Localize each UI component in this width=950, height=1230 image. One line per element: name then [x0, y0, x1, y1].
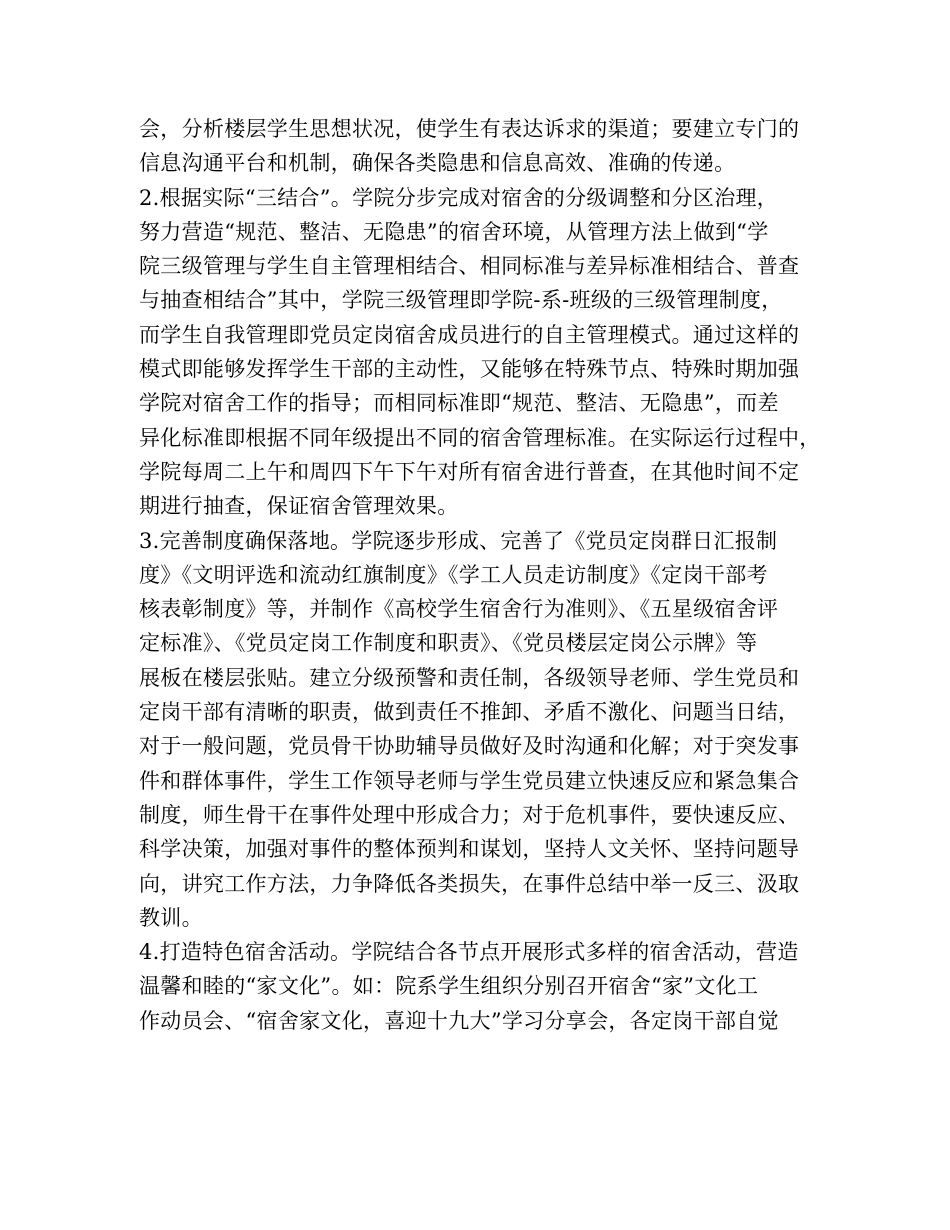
- text-line: 定标准》、《党员定岗工作制度和职责》、《党员楼层定岗公示牌》等: [139, 631, 758, 656]
- text-line: 科学决策，加强对事件的整体预判和谋划，坚持人文关怀、坚持问题导: [139, 837, 800, 862]
- text-line: 努力营造“规范、整洁、无隐患”的宿舍环境，从管理方法上做到“学: [139, 219, 769, 244]
- text-line: 4.打造特色宿舍活动。学院结合各节点开展形式多样的宿舍活动，营造: [139, 940, 799, 965]
- text-line: 3.完善制度确保落地。学院逐步形成、完善了《党员定岗群日汇报制: [139, 528, 778, 553]
- text-line: 学院对宿舍工作的指导；而相同标准即“规范、整洁、无隐患”，而差: [139, 391, 779, 416]
- text-line: 学院每周二上午和周四下午下午对所有宿舍进行普查，在其他时间不定: [139, 459, 800, 484]
- text-line: 教训。: [139, 905, 203, 930]
- text-line: 信息沟通平台和机制，确保各类隐患和信息高效、准确的传递。: [139, 151, 736, 176]
- text-line: 与抽查相结合”其中，学院三级管理即学院-系-班级的三级管理制度，: [139, 288, 783, 313]
- text-line: 向，讲究工作方法，力争降低各类损失，在事件总结中举一反三、汲取: [139, 871, 800, 896]
- text-line: 作动员会、“宿舍家文化，喜迎十九大”学习分享会，各定岗干部自觉: [139, 1008, 779, 1033]
- text-line: 温馨和睦的“家文化”。如：院系学生组织分别召开宿舍“家”文化工: [139, 974, 759, 999]
- text-line: 期进行抽查，保证宿舍管理效果。: [139, 494, 459, 519]
- text-line: 异化标准即根据不同年级提出不同的宿舍管理标准。在实际运行过程中，: [139, 425, 821, 450]
- text-line: 2.根据实际“三结合”。学院分步完成对宿舍的分级调整和分区治理，: [139, 185, 779, 210]
- text-line: 展板在楼层张贴。建立分级预警和责任制，各级领导老师、学生党员和: [139, 665, 800, 690]
- body-text: [139, 112, 829, 1038]
- text-line: 度》《文明评选和流动红旗制度》《学工人员走访制度》《定岗干部考: [139, 562, 768, 587]
- text-line: 院三级管理与学生自主管理相结合、相同标准与差异标准相结合、普查: [139, 254, 800, 279]
- text-line: 制度，师生骨干在事件处理中形成合力；对于危机事件，要快速反应、: [139, 802, 800, 827]
- text-line: 会，分析楼层学生思想状况，使学生有表达诉求的渠道；要建立专门的: [139, 117, 800, 141]
- text-line: 对于一般问题，党员骨干协助辅导员做好及时沟通和化解；对于突发事: [139, 734, 800, 759]
- text-line: 核表彰制度》等，并制作《高校学生宿舍行为准则》、《五星级宿舍评: [139, 597, 779, 622]
- text-line: 而学生自我管理即党员定岗宿舍成员进行的自主管理模式。通过这样的: [139, 322, 800, 347]
- text-line: 定岗干部有清晰的职责，做到责任不推卸、矛盾不激化、问题当日结，: [139, 700, 800, 725]
- text-line: 件和群体事件，学生工作领导老师与学生党员建立快速反应和紧急集合: [139, 768, 800, 793]
- text-line: 模式即能够发挥学生干部的主动性，又能够在特殊节点、特殊时期加强: [139, 357, 800, 382]
